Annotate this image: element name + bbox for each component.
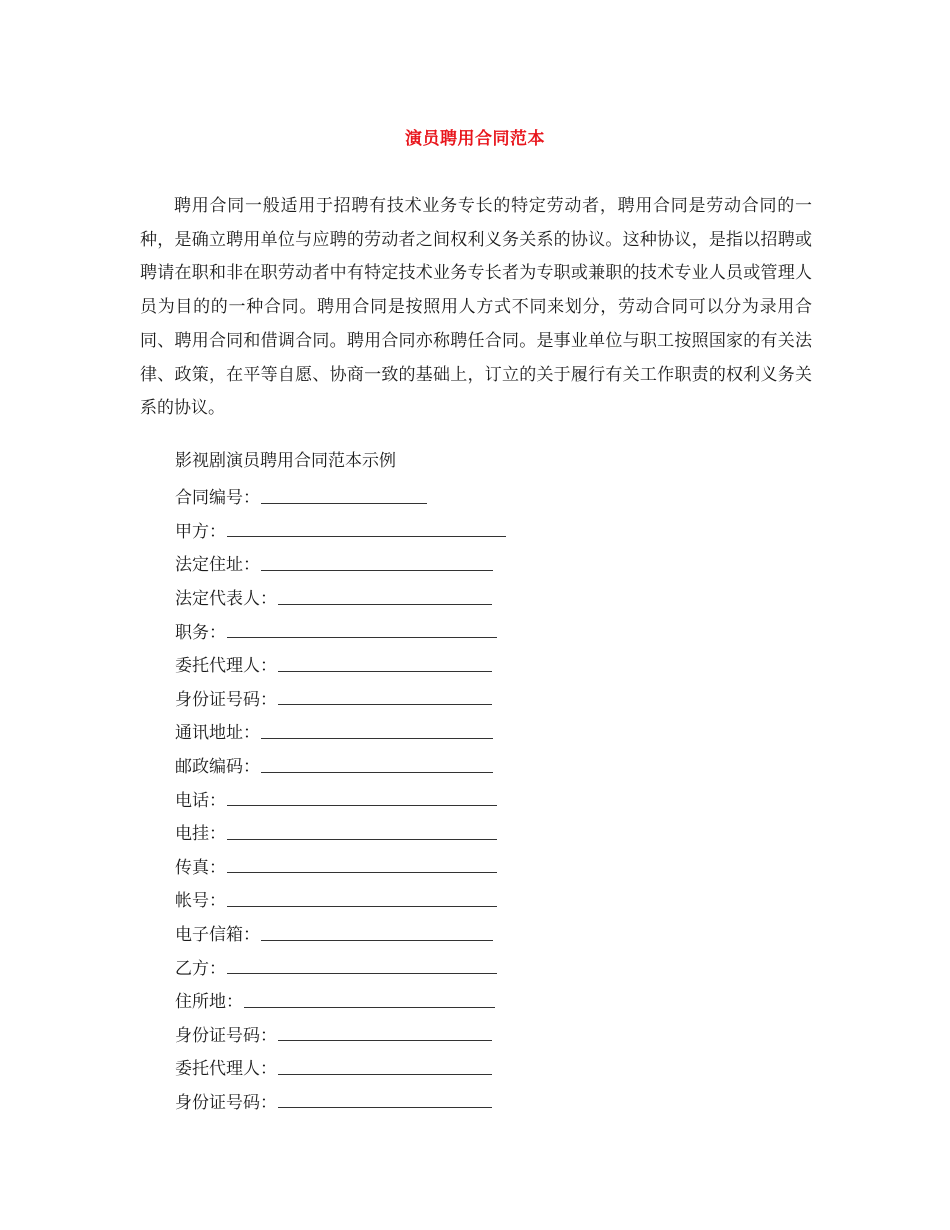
field-label: 电挂： bbox=[175, 824, 226, 845]
field-label: 电话： bbox=[175, 790, 226, 811]
fill-in-line[interactable] bbox=[244, 992, 495, 1008]
field-label: 甲方： bbox=[175, 521, 226, 542]
field-id-number-b bbox=[175, 1017, 506, 1051]
fill-in-line[interactable] bbox=[227, 891, 497, 907]
fill-in-line[interactable] bbox=[227, 790, 497, 806]
field-label: 合同编号： bbox=[175, 488, 260, 509]
field-party-a bbox=[175, 513, 506, 547]
fill-in-line[interactable] bbox=[227, 958, 497, 974]
fill-in-line[interactable] bbox=[278, 1025, 492, 1041]
field-label: 住所地： bbox=[175, 992, 243, 1013]
field-label: 通讯地址： bbox=[175, 723, 260, 744]
fill-in-line[interactable] bbox=[278, 1092, 492, 1108]
field-agent-b bbox=[175, 1050, 506, 1084]
field-label: 传真： bbox=[175, 857, 226, 878]
field-residence bbox=[175, 983, 506, 1017]
field-label: 帐号： bbox=[175, 891, 226, 912]
fill-in-line[interactable] bbox=[278, 1059, 492, 1075]
fill-in-line[interactable] bbox=[261, 555, 493, 571]
field-id-number bbox=[175, 681, 506, 715]
field-mailing-address bbox=[175, 714, 506, 748]
field-label: 法定代表人： bbox=[175, 589, 277, 610]
field-legal-address bbox=[175, 546, 506, 580]
field-party-b bbox=[175, 949, 506, 983]
fill-in-line[interactable] bbox=[261, 757, 493, 773]
fill-in-line[interactable] bbox=[227, 857, 497, 873]
field-agent-id-number bbox=[175, 1084, 506, 1118]
field-fax bbox=[175, 849, 506, 883]
field-legal-representative bbox=[175, 580, 506, 614]
document-title: 演员聘用合同范本 bbox=[405, 129, 545, 149]
field-label: 邮政编码： bbox=[175, 757, 260, 778]
field-position bbox=[175, 613, 506, 647]
field-label: 职务： bbox=[175, 622, 226, 643]
field-email bbox=[175, 916, 506, 950]
fill-in-line[interactable] bbox=[278, 689, 492, 705]
field-label: 委托代理人： bbox=[175, 1059, 277, 1080]
fill-in-line[interactable] bbox=[278, 656, 492, 672]
field-contract-number bbox=[175, 479, 506, 513]
example-heading: 影视剧演员聘用合同范本示例 bbox=[175, 451, 396, 471]
field-postal-code bbox=[175, 748, 506, 782]
field-label: 电子信箱： bbox=[175, 925, 260, 946]
field-agent bbox=[175, 647, 506, 681]
field-label: 身份证号码： bbox=[175, 1092, 277, 1113]
field-account bbox=[175, 882, 506, 916]
fill-in-line[interactable] bbox=[278, 589, 492, 605]
field-phone bbox=[175, 781, 506, 815]
fill-in-line[interactable] bbox=[261, 723, 493, 739]
fill-in-line[interactable] bbox=[227, 824, 497, 840]
field-label: 身份证号码： bbox=[175, 689, 277, 710]
fill-in-line[interactable] bbox=[261, 925, 493, 941]
contract-fields bbox=[175, 479, 506, 1117]
field-label: 乙方： bbox=[175, 958, 226, 979]
field-label: 委托代理人： bbox=[175, 656, 277, 677]
fill-in-line[interactable] bbox=[261, 488, 427, 504]
fill-in-line[interactable] bbox=[227, 521, 506, 537]
intro-paragraph: 聘用合同一般适用于招聘有技术业务专长的特定劳动者，聘用合同是劳动合同的一种，是确立聘用单位与应聘的劳动者之间权利义务关系的协议。这种协议，是指以招聘或聘请在职和非在职劳动者中有特定技术业务专长者为专职或兼职的技术专业人员或管理人员为目的的一种合同。聘用合同是按照用人方式不同来划分，劳动合同可以分为录用合同、聘用合同和借调合同。聘用合同亦称聘任合同。是事业单位与职工按照国家的有关法律、政策，在平等自愿、协商一致的基础上，订立的关于履行有关工作职责的权利义务关系的协议。 bbox=[140, 196, 812, 419]
field-telegraph bbox=[175, 815, 506, 849]
field-label: 法定住址： bbox=[175, 555, 260, 576]
field-label: 身份证号码： bbox=[175, 1025, 277, 1046]
fill-in-line[interactable] bbox=[227, 622, 497, 638]
